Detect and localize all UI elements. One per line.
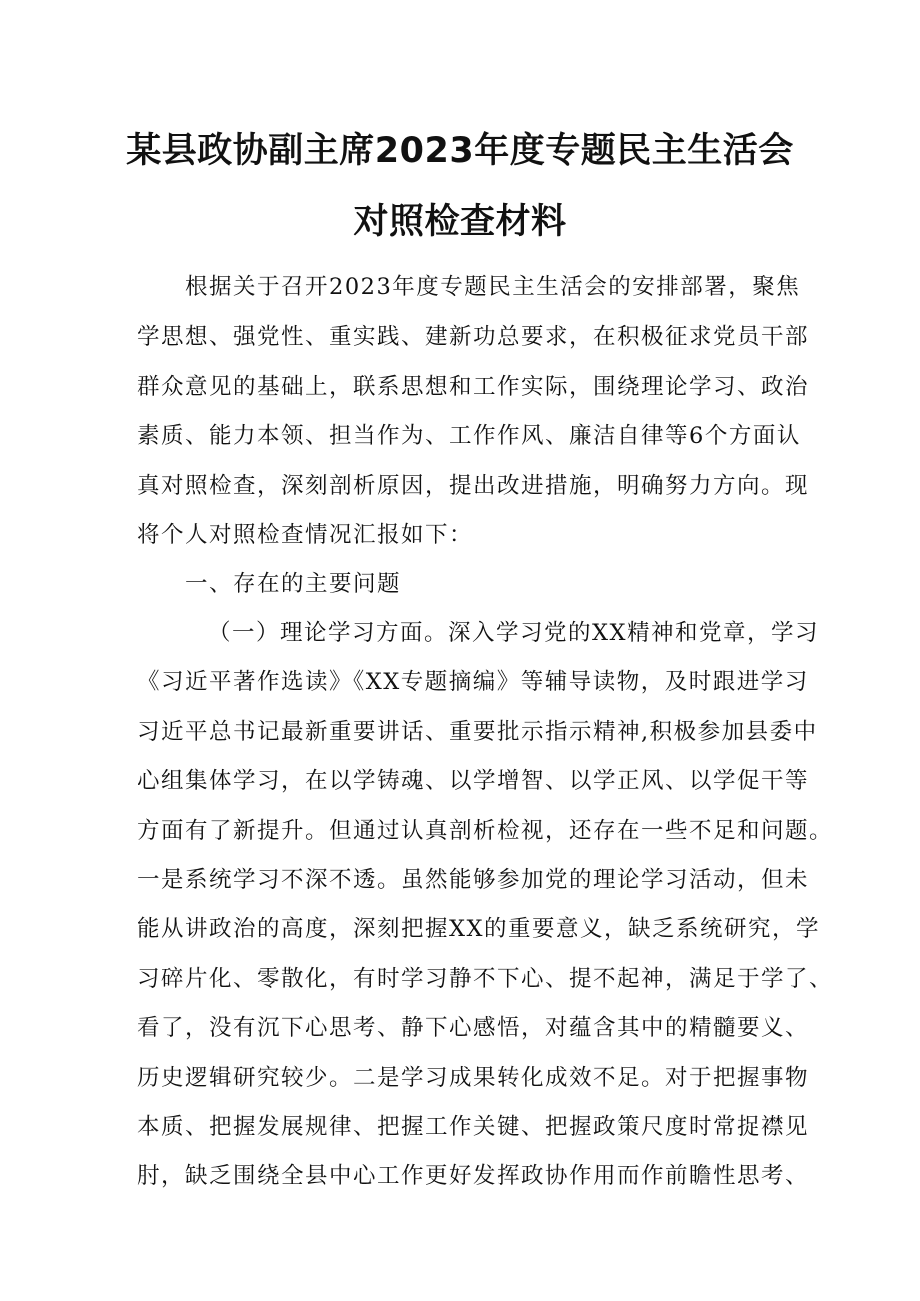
paragraph-line: 《习近平著作选读》《XX专题摘编》等辅导读物，及时跟进学习 (137, 669, 809, 695)
paragraph-line: 根据关于召开2023年度专题民主生活会的安排部署，聚焦 (185, 274, 801, 300)
paragraph-line: 本质、把握发展规律、把握工作关键、把握政策尺度时常捉襟见 (137, 1114, 810, 1140)
paragraph-line: 一是系统学习不深不透。虽然能够参加党的理论学习活动，但未 (137, 867, 810, 893)
paragraph-line: 习碎片化、零散化，有时学习静不下心、提不起神，满足于学了、 (137, 966, 834, 992)
document-title-line-1: 某县政协副主席2023年度专题民主生活会 (126, 131, 794, 171)
paragraph-line: 真对照检查，深刻剖析原因，提出改进措施，明确努力方向。现 (137, 473, 810, 499)
paragraph-line: 习近平总书记最新重要讲话、重要批示指示精神,积极参加县委中 (137, 719, 818, 745)
paragraph-line: 能从讲政治的高度，深刻把握XX的重要意义，缺乏系统研究，学 (137, 916, 821, 942)
paragraph-line: 历史逻辑研究较少。二是学习成果转化成效不足。对于把握事物 (137, 1065, 810, 1091)
paragraph-line: 方面有了新提升。但通过认真剖析检视，还存在一些不足和问题。 (137, 818, 834, 844)
paragraph-line: 肘，缺乏围绕全县中心工作更好发挥政协作用而作前瞻性思考、 (137, 1163, 810, 1189)
document-title-line-2: 对照检查材料 (353, 202, 567, 242)
paragraph-line: 学思想、强党性、重实践、建新功总要求，在积极征求党员干部 (137, 324, 810, 350)
section-heading: 一、存在的主要问题 (185, 571, 402, 597)
paragraph-line: 将个人对照检查情况汇报如下： (137, 522, 474, 548)
paragraph-line: 看了，没有沉下心思考、静下心感悟，对蕴含其中的精髓要义、 (137, 1015, 810, 1041)
paragraph-line: 心组集体学习，在以学铸魂、以学增智、以学正风、以学促干等 (137, 768, 810, 794)
subsection-first-line: （一）理论学习方面。深入学习党的XX精神和党章，学习 (208, 620, 820, 646)
paragraph-line: 素质、能力本领、担当作为、工作作风、廉洁自律等6个方面认 (137, 423, 801, 449)
paragraph-line: 群众意见的基础上，联系思想和工作实际，围绕理论学习、政治 (137, 374, 810, 400)
